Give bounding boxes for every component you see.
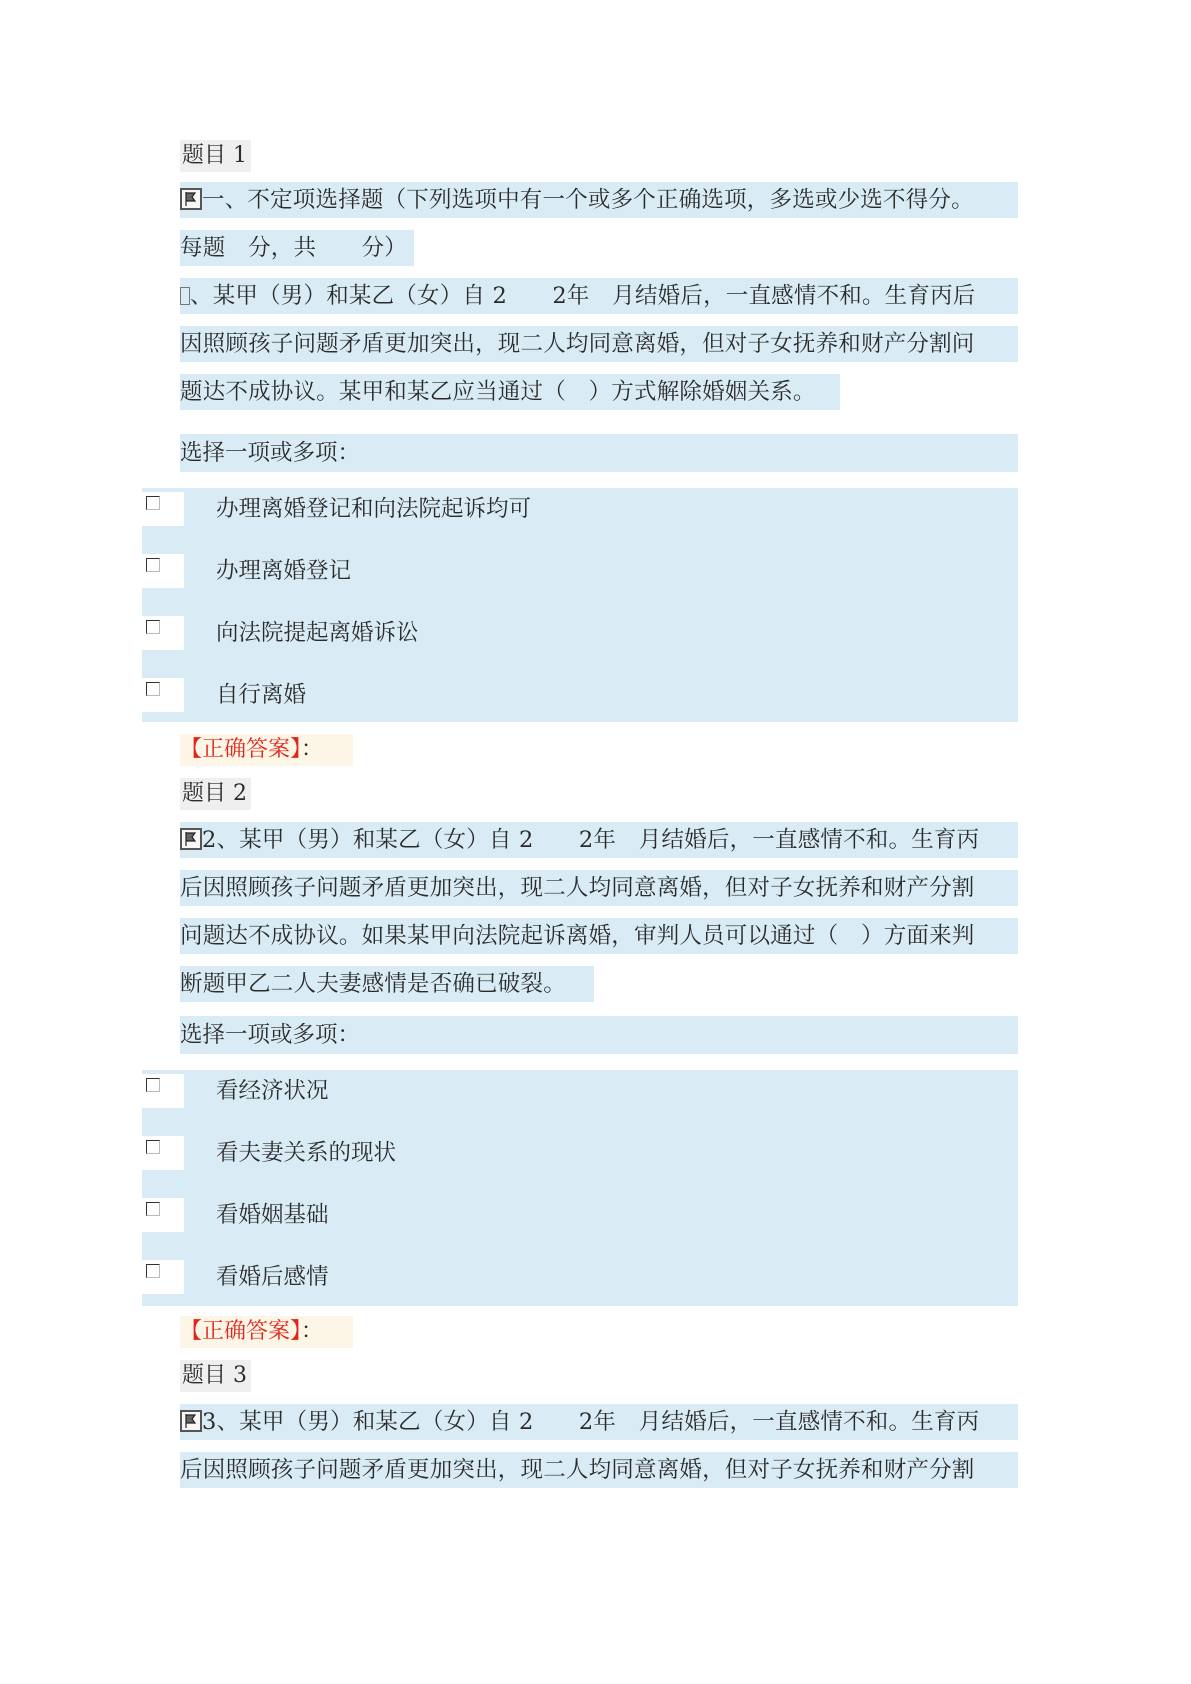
option-list (142, 1070, 1018, 1306)
option-label[interactable]: 看婚姻基础 (216, 1202, 329, 1228)
option-label[interactable]: 向法院提起离婚诉讼 (216, 620, 419, 646)
checkbox[interactable] (146, 620, 160, 634)
missing-glyph-icon (180, 287, 190, 305)
option-label[interactable]: 自行离婚 (216, 682, 307, 708)
option-item[interactable] (142, 1198, 1018, 1238)
option-item[interactable] (142, 1074, 1018, 1114)
option-label[interactable]: 看夫妻关系的现状 (216, 1140, 397, 1166)
option-item[interactable] (142, 616, 1018, 656)
checkbox[interactable] (146, 1140, 160, 1154)
question-text-line: 2、某甲（男）和某乙（女）自 2 2年 月结婚后，一直感情不和。生育丙 (180, 822, 1018, 858)
flag-icon[interactable] (180, 828, 202, 850)
option-item[interactable] (142, 678, 1018, 718)
question-text-line: 一、不定项选择题（下列选项中有一个或多个正确选项，多选或少选不得分。 (180, 182, 1018, 218)
question-text-line: 后因照顾孩子问题矛盾更加突出，现二人均同意离婚，但对子女抚养和财产分割 (180, 870, 1018, 906)
select-prompt: 选择一项或多项： (180, 1016, 1018, 1054)
checkbox[interactable] (146, 682, 160, 696)
option-item[interactable] (142, 492, 1018, 532)
question-text-line: 因照顾孩子问题矛盾更加突出，现二人均同意离婚，但对子女抚养和财产分割问 (180, 326, 1018, 362)
question-text-line: 题达不成协议。某甲和某乙应当通过（ ）方式解除婚姻关系。 (180, 374, 840, 410)
question-title: 题目 1 (180, 140, 251, 172)
select-prompt: 选择一项或多项： (180, 434, 1018, 472)
correct-answer: 【正确答案】： (180, 1316, 353, 1348)
flag-icon[interactable] (180, 1410, 202, 1432)
question-text-line: 问题达不成协议。如果某甲向法院起诉离婚，审判人员可以通过（ ）方面来判 (180, 918, 1018, 954)
option-label[interactable]: 办理离婚登记和向法院起诉均可 (216, 496, 532, 522)
question-text-line: 每题 分，共 分） (180, 230, 414, 266)
option-item[interactable] (142, 1260, 1018, 1300)
question-text-line: 后因照顾孩子问题矛盾更加突出，现二人均同意离婚，但对子女抚养和财产分割 (180, 1452, 1018, 1488)
question-text-line: 、某甲（男）和某乙（女）自 2 2年 月结婚后，一直感情不和。生育丙后 (180, 278, 1018, 314)
flag-icon[interactable] (180, 188, 202, 210)
question-text-line: 3、某甲（男）和某乙（女）自 2 2年 月结婚后，一直感情不和。生育丙 (180, 1404, 1018, 1440)
correct-answer: 【正确答案】： (180, 734, 353, 766)
checkbox[interactable] (146, 558, 160, 572)
question-title: 题目 2 (180, 778, 251, 810)
option-label[interactable]: 办理离婚登记 (216, 558, 352, 584)
checkbox[interactable] (146, 1202, 160, 1216)
checkbox[interactable] (146, 496, 160, 510)
option-item[interactable] (142, 1136, 1018, 1176)
checkbox[interactable] (146, 1078, 160, 1092)
question-title: 题目 3 (180, 1360, 251, 1392)
option-label[interactable]: 看婚后感情 (216, 1264, 329, 1290)
option-list (142, 488, 1018, 722)
question-text-line: 断题甲乙二人夫妻感情是否确已破裂。 (180, 966, 594, 1002)
checkbox[interactable] (146, 1264, 160, 1278)
option-item[interactable] (142, 554, 1018, 594)
option-label[interactable]: 看经济状况 (216, 1078, 329, 1104)
